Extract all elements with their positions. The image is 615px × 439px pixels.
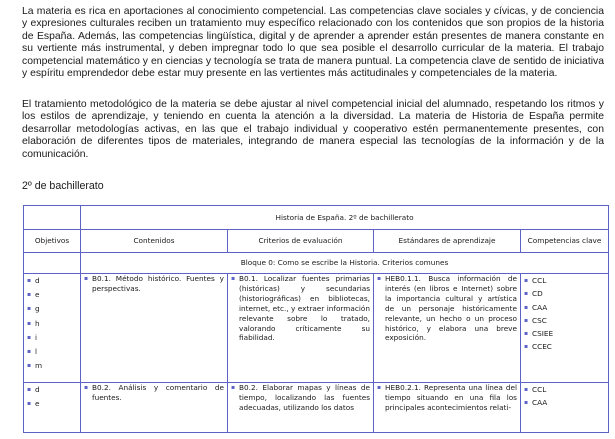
paragraph-metodologia: El tratamiento metodológico de la materia se debe ajustar al nivel competencial inicial del alumnado, respetando los ritmos y los estilos de aprendizaje, y teniendo en cuenta la atención a la diversidad. La materia de Historia de España permite desarrollar metodologías activas, en las que el trabajo individual y cooperativo estén permanentemente presentes, con elaboración de diferentes tipos de materiales, integrando de manera especial las tecnologías de la información y de la comunicación. <box>22 99 604 160</box>
block-title: Bloque 0: Como se escribe la Historia. Criterios comunes <box>81 253 609 274</box>
header-estandares: Estándares de aprendizaje <box>374 230 521 253</box>
list-item: ▪ HEB0.2.1. Representa una línea del tiempo situando en una fila los principales acontecimientos relati- <box>377 383 517 413</box>
header-competencias: Competencias clave <box>521 230 609 253</box>
table-row <box>24 274 609 383</box>
list-item: ▪ B0.1. Método histórico. Fuentes y perspectivas. <box>84 274 224 294</box>
competencias-cell <box>521 274 609 383</box>
header-contenidos: Contenidos <box>81 230 228 253</box>
list-item: ▪ d <box>27 383 77 397</box>
header-objetivos: Objetivos <box>24 230 81 253</box>
list-item: ▪ h <box>27 317 77 331</box>
table-row <box>24 383 609 433</box>
list-item: ▪ CD <box>524 287 605 300</box>
list-item: ▪ B0.2. Análisis y comentario de fuentes. <box>84 383 224 403</box>
objetivos-cell <box>24 383 81 433</box>
criterios-cell <box>228 274 374 383</box>
list-item: ▪ CAA <box>524 301 605 314</box>
table-title: Historia de España. 2º de bachillerato <box>81 206 609 230</box>
list-item: ▪ CAA <box>524 396 605 409</box>
contenidos-cell <box>81 274 228 383</box>
list-item: ▪ HEB0.1.1. Busca información de interés (en libros e Internet) sobre la importancia cultural y artística de un personaje históricamente relevante, un hecho o un proceso histórico, y elabora una breve exposición. <box>377 274 517 343</box>
list-item: ▪ CCL <box>524 274 605 287</box>
list-item: ▪ l <box>27 345 77 359</box>
curriculum-table <box>23 205 609 433</box>
list-item: ▪ i <box>27 331 77 345</box>
estandares-cell <box>374 383 521 433</box>
list-item: ▪ CSIEE <box>524 327 605 340</box>
criterios-cell <box>228 383 374 433</box>
list-item: ▪ CCEC <box>524 340 605 353</box>
estandares-cell <box>374 274 521 383</box>
list-item: ▪ CSC <box>524 314 605 327</box>
list-item: ▪ e <box>27 288 77 302</box>
competencias-cell <box>521 383 609 433</box>
list-item: ▪ g <box>27 302 77 316</box>
list-item: ▪ m <box>27 359 77 373</box>
section-title: 2º de bachillerato <box>22 180 104 192</box>
paragraph-competencias: La materia es rica en aportaciones al conocimiento competencial. Las competencias clave sociales y cívicas, y de conciencia y expresiones culturales reciben un tratamiento muy específico relacionado con los contenidos que son propios de la historia de España. Además, las competencias lingüística, digital y de aprender a aprender están presentes de manera constante en su vertiente más instrumental, y deben impregnar todo lo que sea posible el desarrollo curricular de la materia. El trabajo competencial matemático y en ciencias y tecnología se trata de manera puntual. La competencia clave de sentido de iniciativa y espíritu emprendedor debe estar muy presente en las vertientes más actitudinales y competenciales de la materia. <box>22 6 604 80</box>
list-item: ▪ e <box>27 397 77 411</box>
list-item: ▪ CCL <box>524 383 605 396</box>
objetivos-cell <box>24 274 81 383</box>
header-criterios: Criterios de evaluación <box>228 230 374 253</box>
list-item: ▪ B0.1. Localizar fuentes primarias (históricas) y secundarias (historiográficas) en bibliotecas, internet, etc., y extraer información relevante sobre lo tratado, valorando críticamente su fiabilidad. <box>231 274 370 343</box>
list-item: ▪ d <box>27 274 77 288</box>
list-item: ▪ B0.2. Elaborar mapas y líneas de tiempo, localizando las fuentes adecuadas, utilizando los datos <box>231 383 370 413</box>
contenidos-cell <box>81 383 228 433</box>
